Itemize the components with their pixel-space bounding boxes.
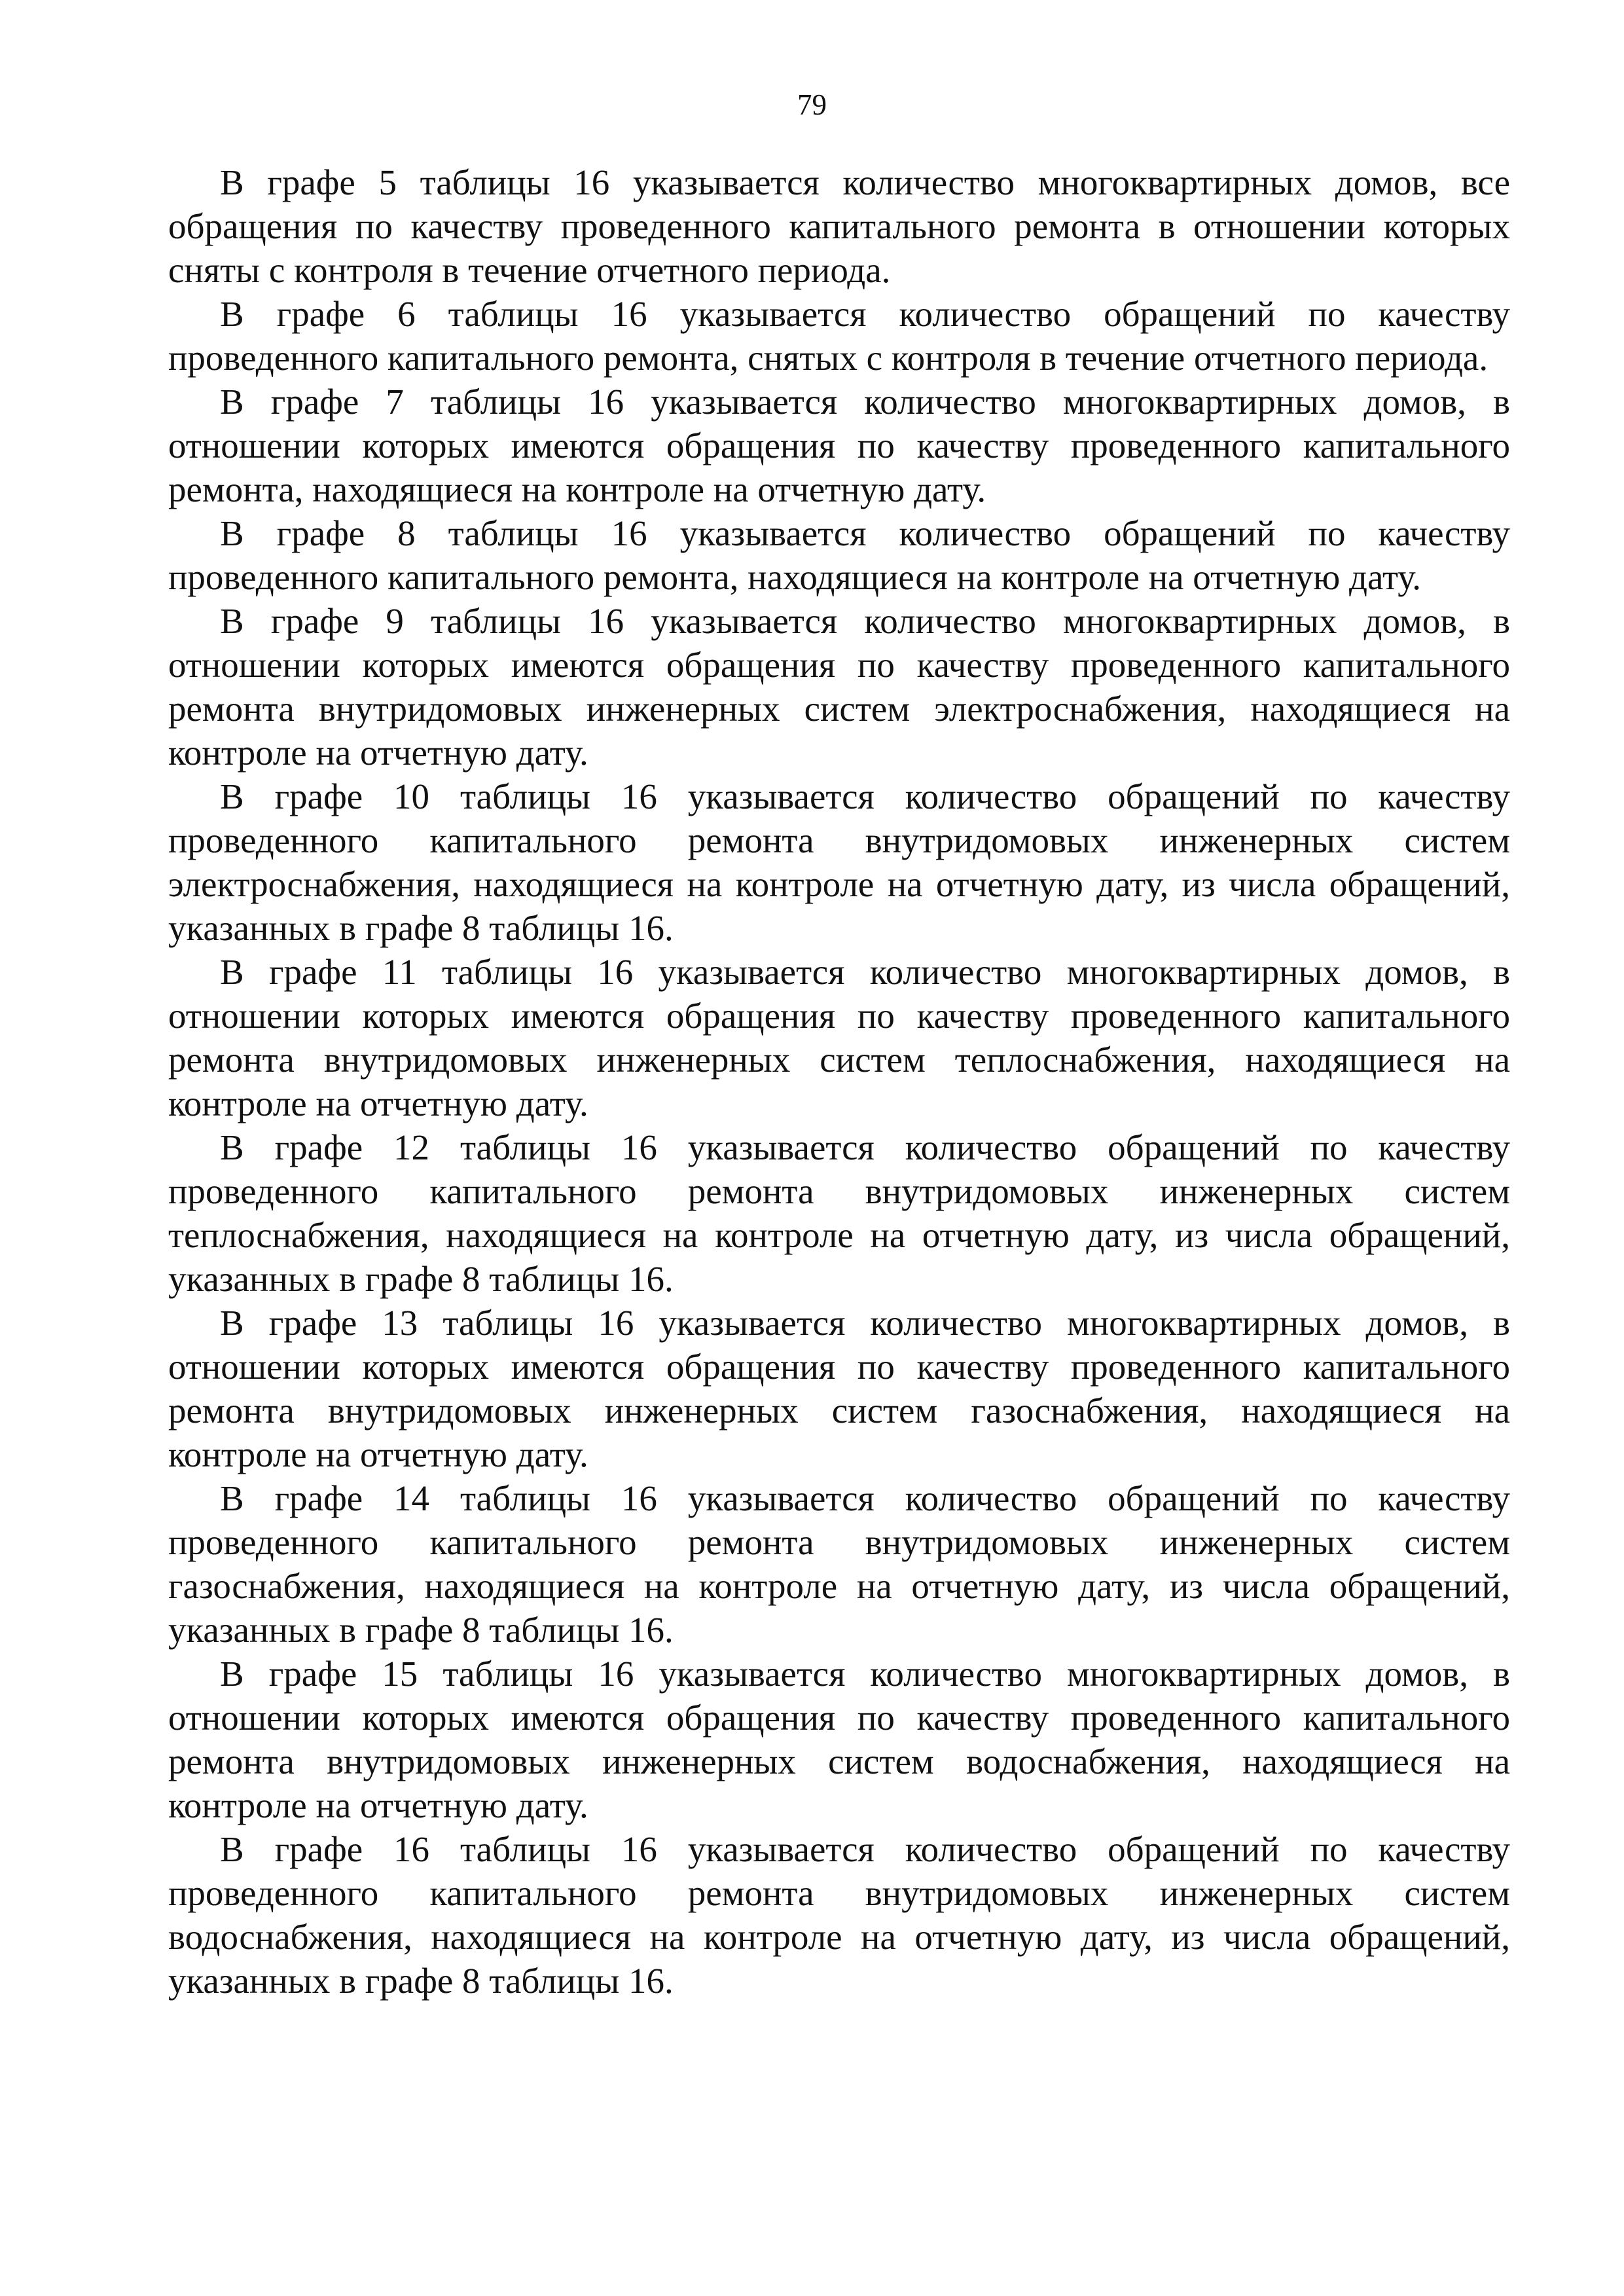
paragraph-column-16: В графе 16 таблицы 16 указывается количество обращений по качеству проведенного капитального ремонта внутридомовых инженерных систем водоснабжения, находящиеся на контроле на отчетную дату, из числа обращений, указанных в графе 8 таблицы 16. — [168, 1829, 1510, 2001]
paragraph-column-11: В графе 11 таблицы 16 указывается количество многоквартирных домов, в отношении которых имеются обращения по качеству проведенного капитального ремонта внутридомовых инженерных систем теплоснабжения, находящиеся на контроле на отчетную дату. — [168, 952, 1510, 1123]
paragraph-column-14: В графе 14 таблицы 16 указывается количество обращений по качеству проведенного капитального ремонта внутридомовых инженерных систем газоснабжения, находящиеся на контроле на отчетную дату, из числа обращений, указанных в графе 8 таблицы 16. — [168, 1478, 1510, 1650]
document-body — [168, 160, 1510, 2003]
paragraph-column-5: В графе 5 таблицы 16 указывается количество многоквартирных домов, все обращения по качеству проведенного капитального ремонта в отношении которых сняты с контроля в течение отчетного периода. — [168, 162, 1510, 290]
paragraph-column-6: В графе 6 таблицы 16 указывается количество обращений по качеству проведенного капитального ремонта, снятых с контроля в течение отчетного периода. — [168, 294, 1510, 378]
paragraph-column-7: В графе 7 таблицы 16 указывается количество многоквартирных домов, в отношении которых имеются обращения по качеству проведенного капитального ремонта, находящиеся на контроле на отчетную дату. — [168, 382, 1510, 509]
paragraph-column-10: В графе 10 таблицы 16 указывается количество обращений по качеству проведенного капитального ремонта внутридомовых инженерных систем электроснабжения, находящиеся на контроле на отчетную дату, из числа обращений, указанных в графе 8 таблицы 16. — [168, 776, 1510, 948]
page-number: 79 — [797, 88, 827, 121]
paragraph-column-15: В графе 15 таблицы 16 указывается количество многоквартирных домов, в отношении которых имеются обращения по качеству проведенного капитального ремонта внутридомовых инженерных систем водоснабжения, находящиеся на контроле на отчетную дату. — [168, 1654, 1510, 1825]
paragraph-column-12: В графе 12 таблицы 16 указывается количество обращений по качеству проведенного капитального ремонта внутридомовых инженерных систем теплоснабжения, находящиеся на контроле на отчетную дату, из числа обращений, указанных в графе 8 таблицы 16. — [168, 1127, 1510, 1299]
paragraph-column-13: В графе 13 таблицы 16 указывается количество многоквартирных домов, в отношении которых имеются обращения по качеству проведенного капитального ремонта внутридомовых инженерных систем газоснабжения, находящиеся на контроле на отчетную дату. — [168, 1303, 1510, 1474]
paragraph-column-9: В графе 9 таблицы 16 указывается количество многоквартирных домов, в отношении которых имеются обращения по качеству проведенного капитального ремонта внутридомовых инженерных систем электроснабжения, находящиеся на контроле на отчетную дату. — [168, 601, 1510, 773]
paragraph-column-8: В графе 8 таблицы 16 указывается количество обращений по качеству проведенного капитального ремонта, находящиеся на контроле на отчетную дату. — [168, 513, 1510, 597]
